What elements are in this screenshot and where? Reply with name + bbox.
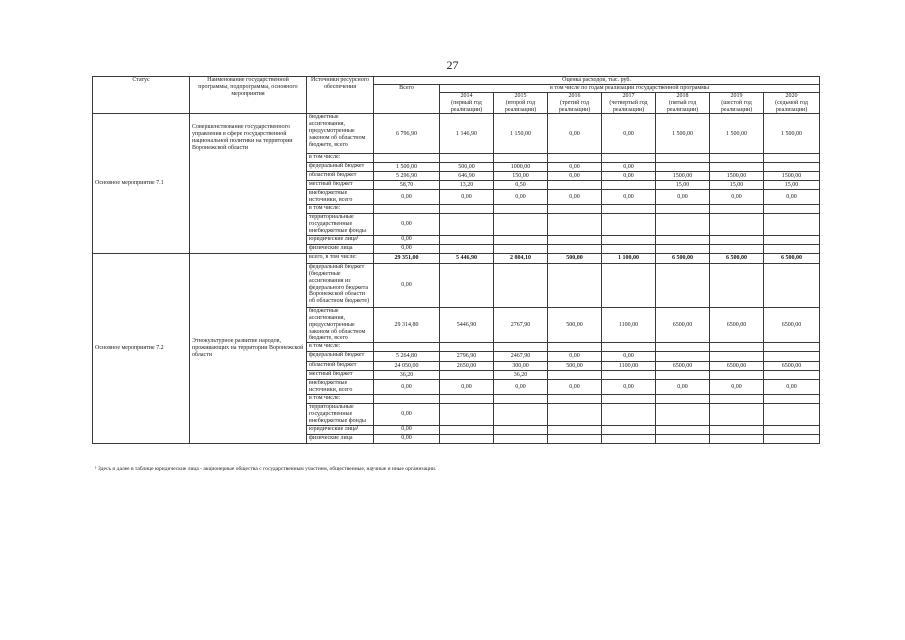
- value-cell: [548, 214, 602, 236]
- value-cell: 500,00: [548, 307, 602, 342]
- value-cell: [710, 244, 764, 253]
- value-cell: [764, 235, 820, 244]
- value-cell: 1 500,00: [710, 114, 764, 154]
- value-cell: 1 500,00: [764, 114, 820, 154]
- value-cell: [656, 163, 710, 172]
- value-cell: [710, 434, 764, 443]
- event-name: Совершенствование государственного управления в сфере государственной национальной политики на территории Воронежской области: [190, 114, 307, 253]
- value-cell: 2767,90: [494, 307, 548, 342]
- value-cell: 6 500,00: [656, 253, 710, 263]
- header-year: [656, 92, 710, 114]
- value-cell: [548, 395, 602, 404]
- value-cell: [764, 214, 820, 236]
- value-cell: [764, 425, 820, 434]
- value-cell: 2467,90: [494, 352, 548, 362]
- value-cell: [656, 343, 710, 352]
- year-label: 2017: [622, 92, 635, 99]
- expenses-table: [92, 76, 820, 444]
- value-cell: 1 500,00: [656, 114, 710, 154]
- value-cell: 0,00: [548, 163, 602, 172]
- value-cell: 500,00: [440, 163, 494, 172]
- value-cell: 0,00: [710, 380, 764, 395]
- value-cell: [548, 343, 602, 352]
- value-cell: [710, 371, 764, 380]
- value-cell: [656, 434, 710, 443]
- value-cell: [764, 352, 820, 362]
- value-cell: 6500,00: [656, 307, 710, 342]
- value-cell: 5 296,90: [374, 172, 440, 181]
- value-cell: [494, 343, 548, 352]
- source-label: местный бюджет: [307, 181, 374, 190]
- footnote: ¹ Здесь и далее в таблице юридические лица - акционерные общества с государственным участием, общественные, научные и иные организации.: [95, 466, 437, 472]
- value-cell: 0,00: [374, 434, 440, 443]
- value-cell: [764, 395, 820, 404]
- value-cell: 0,00: [374, 244, 440, 253]
- value-cell: 0,00: [374, 425, 440, 434]
- value-cell: [656, 235, 710, 244]
- source-label: физические лица: [307, 434, 374, 443]
- year-label: 2016: [568, 92, 581, 99]
- source-label: территориальные государственные внебюджетные фонды: [307, 404, 374, 426]
- value-cell: 300,00: [494, 362, 548, 371]
- year-label: 2020: [785, 92, 798, 99]
- source-label: бюджетные ассигнования, предусмотренные законом об областном бюджете, всего: [307, 114, 374, 154]
- value-cell: [440, 205, 494, 214]
- source-label: всего, в том числе:: [307, 253, 374, 263]
- value-cell: [548, 371, 602, 380]
- value-cell: [440, 343, 494, 352]
- value-cell: 2796,90: [440, 352, 494, 362]
- value-cell: 500,00: [548, 253, 602, 263]
- year-label: 2019: [730, 92, 743, 99]
- value-cell: [602, 181, 656, 190]
- value-cell: [602, 205, 656, 214]
- value-cell: [710, 343, 764, 352]
- header-year: [440, 92, 494, 114]
- value-cell: [548, 235, 602, 244]
- value-cell: [548, 244, 602, 253]
- value-cell: [764, 205, 820, 214]
- value-cell: [602, 244, 656, 253]
- value-cell: [494, 404, 548, 426]
- page-number: 27: [446, 58, 459, 72]
- value-cell: 6 796,90: [374, 114, 440, 154]
- value-cell: 1 100,00: [602, 253, 656, 263]
- value-cell: 0,00: [440, 380, 494, 395]
- value-cell: 6500,00: [710, 362, 764, 371]
- value-cell: 29 314,80: [374, 307, 440, 342]
- value-cell: [656, 205, 710, 214]
- value-cell: 13,20: [440, 181, 494, 190]
- value-cell: [602, 425, 656, 434]
- value-cell: 0,00: [602, 163, 656, 172]
- value-cell: 1000,00: [494, 163, 548, 172]
- value-cell: 6500,00: [710, 307, 764, 342]
- value-cell: 36,20: [494, 371, 548, 380]
- value-cell: 0,00: [440, 190, 494, 205]
- value-cell: 0,00: [764, 190, 820, 205]
- source-label: местный бюджет: [307, 371, 374, 380]
- value-cell: 1500,00: [656, 172, 710, 181]
- value-cell: [440, 371, 494, 380]
- value-cell: [494, 425, 548, 434]
- value-cell: [710, 352, 764, 362]
- event-status: Основное мероприятие 7.2: [93, 253, 190, 443]
- value-cell: 5 264,80: [374, 352, 440, 362]
- source-label: федеральный бюджет: [307, 163, 374, 172]
- header-year: [548, 92, 602, 114]
- value-cell: 29 351,00: [374, 253, 440, 263]
- value-cell: [764, 163, 820, 172]
- header-year: [710, 92, 764, 114]
- value-cell: [440, 214, 494, 236]
- value-cell: 58,70: [374, 181, 440, 190]
- value-cell: [440, 244, 494, 253]
- value-cell: [494, 214, 548, 236]
- value-cell: [602, 235, 656, 244]
- value-cell: 0,00: [710, 190, 764, 205]
- value-cell: 0,00: [602, 352, 656, 362]
- value-cell: 15,00: [764, 181, 820, 190]
- value-cell: [440, 235, 494, 244]
- source-label: в том числе:: [307, 343, 374, 352]
- value-cell: 0,00: [548, 172, 602, 181]
- value-cell: [548, 181, 602, 190]
- value-cell: [374, 154, 440, 163]
- value-cell: [602, 214, 656, 236]
- header-status: Статус: [93, 77, 190, 114]
- value-cell: [710, 235, 764, 244]
- value-cell: 0,00: [494, 190, 548, 205]
- value-cell: 0,00: [602, 172, 656, 181]
- header-program: Наименование государственной программы, подпрограммы, основного мероприятия: [190, 77, 307, 114]
- value-cell: 0,00: [548, 190, 602, 205]
- header-source: Источники ресурсного обеспечения: [307, 77, 374, 114]
- source-label: в том числе:: [307, 395, 374, 404]
- table-row: [93, 114, 820, 154]
- value-cell: [374, 395, 440, 404]
- value-cell: [710, 263, 764, 307]
- value-cell: 0,00: [494, 380, 548, 395]
- value-cell: 15,00: [656, 181, 710, 190]
- header-total: Всего: [374, 84, 440, 114]
- value-cell: [548, 263, 602, 307]
- value-cell: 1100,00: [602, 307, 656, 342]
- source-label: юридические лица¹: [307, 425, 374, 434]
- value-cell: 15,00: [710, 181, 764, 190]
- value-cell: [494, 244, 548, 253]
- year-label: 2018: [676, 92, 689, 99]
- value-cell: [374, 343, 440, 352]
- source-label: областной бюджет: [307, 172, 374, 181]
- value-cell: [602, 434, 656, 443]
- value-cell: [710, 163, 764, 172]
- value-cell: 0,50: [494, 181, 548, 190]
- value-cell: 1 150,00: [494, 114, 548, 154]
- value-cell: [710, 395, 764, 404]
- value-cell: 0,00: [602, 114, 656, 154]
- header-year: [494, 92, 548, 114]
- value-cell: 0,00: [374, 380, 440, 395]
- value-cell: [656, 404, 710, 426]
- source-label: бюджетные ассигнования, предусмотренные законом об областном бюджете, всего: [307, 307, 374, 342]
- value-cell: 5446,90: [440, 307, 494, 342]
- source-label: федеральный бюджет (бюджетные ассигнования из федерального бюджета Воронежской области об областном бюджете): [307, 263, 374, 307]
- source-label: внебюджетные источники, всего: [307, 380, 374, 395]
- year-label: 2015: [514, 92, 527, 99]
- source-label: в том числе:: [307, 154, 374, 163]
- value-cell: [494, 235, 548, 244]
- value-cell: 6 500,00: [764, 253, 820, 263]
- value-cell: [710, 154, 764, 163]
- value-cell: [656, 395, 710, 404]
- value-cell: 150,00: [494, 172, 548, 181]
- value-cell: [548, 205, 602, 214]
- value-cell: [494, 205, 548, 214]
- value-cell: [656, 263, 710, 307]
- source-label: федеральный бюджет: [307, 352, 374, 362]
- value-cell: [656, 154, 710, 163]
- value-cell: 0,00: [548, 352, 602, 362]
- value-cell: [602, 371, 656, 380]
- value-cell: 0,00: [602, 190, 656, 205]
- value-cell: 5 446,90: [440, 253, 494, 263]
- value-cell: [656, 244, 710, 253]
- value-cell: 1100,00: [602, 362, 656, 371]
- value-cell: [548, 425, 602, 434]
- value-cell: 2650,00: [440, 362, 494, 371]
- value-cell: 2 804,10: [494, 253, 548, 263]
- value-cell: 1 146,90: [440, 114, 494, 154]
- value-cell: [710, 404, 764, 426]
- value-cell: 36,20: [374, 371, 440, 380]
- value-cell: [764, 154, 820, 163]
- value-cell: 6500,00: [656, 362, 710, 371]
- value-cell: [764, 371, 820, 380]
- value-cell: 0,00: [548, 114, 602, 154]
- year-sub: (первый год реализации): [450, 99, 483, 113]
- value-cell: [440, 395, 494, 404]
- value-cell: [440, 434, 494, 443]
- value-cell: 0,00: [374, 235, 440, 244]
- event-name: Этнокультурное развитие народов, проживающих на территории Воронежской области: [190, 253, 307, 443]
- source-label: областной бюджет: [307, 362, 374, 371]
- table-row: [93, 253, 820, 263]
- value-cell: 0,00: [374, 214, 440, 236]
- value-cell: 0,00: [764, 380, 820, 395]
- year-sub: (четвертый год реализации): [609, 99, 648, 113]
- value-cell: 0,00: [374, 190, 440, 205]
- value-cell: 1 500,00: [374, 163, 440, 172]
- header-by-years: в том числе по годам реализации государственной программы: [440, 84, 820, 92]
- value-cell: [494, 434, 548, 443]
- value-cell: [764, 434, 820, 443]
- value-cell: 1500,00: [710, 172, 764, 181]
- value-cell: [656, 425, 710, 434]
- value-cell: 1500,00: [764, 172, 820, 181]
- year-sub: (пятый год реализации): [666, 99, 699, 113]
- value-cell: 500,00: [548, 362, 602, 371]
- event-status: Основное мероприятие 7.1: [93, 114, 190, 253]
- value-cell: [374, 205, 440, 214]
- value-cell: 0,00: [374, 263, 440, 307]
- value-cell: [710, 425, 764, 434]
- value-cell: 646,90: [440, 172, 494, 181]
- value-cell: [764, 244, 820, 253]
- source-label: юридические лица¹: [307, 235, 374, 244]
- header-row: [93, 77, 820, 85]
- value-cell: 6500,00: [764, 362, 820, 371]
- value-cell: [764, 343, 820, 352]
- value-cell: [494, 154, 548, 163]
- source-label: внебюджетные источники, всего: [307, 190, 374, 205]
- value-cell: [494, 395, 548, 404]
- year-label: 2014: [460, 92, 473, 99]
- value-cell: [710, 214, 764, 236]
- value-cell: [440, 404, 494, 426]
- value-cell: 0,00: [656, 380, 710, 395]
- value-cell: 6500,00: [764, 307, 820, 342]
- value-cell: 0,00: [656, 190, 710, 205]
- value-cell: 0,00: [374, 404, 440, 426]
- value-cell: [440, 263, 494, 307]
- value-cell: [494, 263, 548, 307]
- source-label: в том числе:: [307, 205, 374, 214]
- source-label: физические лица: [307, 244, 374, 253]
- value-cell: [656, 352, 710, 362]
- value-cell: [656, 214, 710, 236]
- value-cell: [440, 425, 494, 434]
- year-sub: (седьмой год реализации): [775, 99, 808, 113]
- header-estimate: Оценка расходов, тыс. руб.: [374, 77, 820, 85]
- value-cell: [656, 371, 710, 380]
- value-cell: [548, 404, 602, 426]
- header-year: [764, 92, 820, 114]
- value-cell: [602, 154, 656, 163]
- year-sub: (шестой год реализации): [720, 99, 753, 113]
- value-cell: [764, 263, 820, 307]
- header-year: [602, 92, 656, 114]
- value-cell: 24 050,00: [374, 362, 440, 371]
- value-cell: [602, 395, 656, 404]
- year-sub: (третий год реализации): [558, 99, 591, 113]
- value-cell: [602, 263, 656, 307]
- value-cell: [602, 404, 656, 426]
- value-cell: 0,00: [602, 380, 656, 395]
- value-cell: [548, 154, 602, 163]
- value-cell: 0,00: [548, 380, 602, 395]
- value-cell: [710, 205, 764, 214]
- value-cell: [764, 404, 820, 426]
- value-cell: [548, 434, 602, 443]
- value-cell: [440, 154, 494, 163]
- year-sub: (второй год реализации): [504, 99, 537, 113]
- value-cell: [602, 343, 656, 352]
- value-cell: 6 500,00: [710, 253, 764, 263]
- source-label: территориальные государственные внебюджетные фонды: [307, 214, 374, 236]
